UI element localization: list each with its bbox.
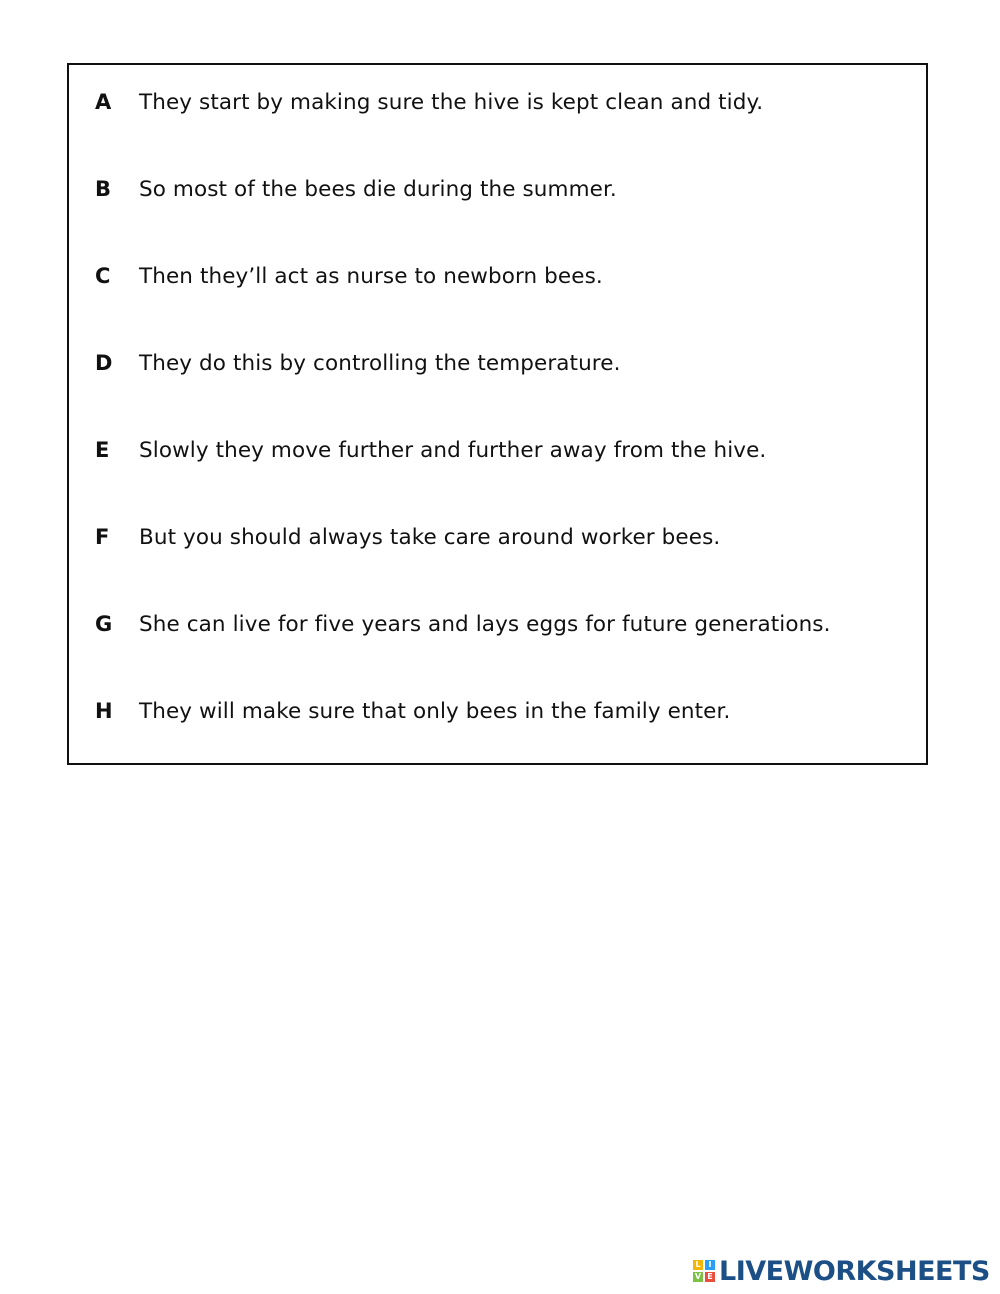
- sentence-row-e: [95, 435, 766, 465]
- sentence-text: But you should always take care around worker bees.: [139, 524, 721, 550]
- sentence-letter: E: [95, 438, 110, 462]
- sentence-letter: C: [95, 264, 111, 288]
- logo-mark-icon: [693, 1260, 715, 1282]
- sentence-text: So most of the bees die during the summer.: [139, 176, 617, 202]
- sentence-text: Then they’ll act as nurse to newborn bees.: [139, 263, 603, 289]
- logo-mark-letter: I: [705, 1260, 715, 1270]
- liveworksheets-logo: [693, 1256, 990, 1286]
- sentence-letter: B: [95, 177, 112, 201]
- sentence-letter: H: [95, 699, 113, 723]
- logo-mark-letter: V: [694, 1272, 702, 1281]
- sentence-row-d: [95, 348, 621, 378]
- sentence-row-b: [95, 174, 617, 204]
- sentence-letter: G: [95, 612, 113, 636]
- sentence-text: Slowly they move further and further away from the hive.: [139, 437, 767, 463]
- sentence-text: They start by making sure the hive is kept clean and tidy.: [139, 89, 764, 115]
- sentences-box: [67, 63, 928, 765]
- sentence-text: She can live for five years and lays eggs for future generations.: [139, 611, 831, 637]
- sentence-row-h: [95, 696, 730, 726]
- sentence-letter: F: [95, 525, 110, 549]
- sentence-row-g: [95, 609, 831, 639]
- sentence-letter: D: [95, 351, 113, 375]
- sentence-row-c: [95, 261, 603, 291]
- logo-mark-letter: L: [693, 1260, 703, 1270]
- logo-mark-letter: E: [705, 1272, 715, 1282]
- logo-text: LIVEWORKSHEETS: [719, 1255, 990, 1287]
- sentence-row-a: [95, 87, 763, 117]
- sentence-row-f: [95, 522, 720, 552]
- sentence-text: They will make sure that only bees in the family enter.: [139, 698, 731, 724]
- sentence-letter: A: [95, 90, 112, 114]
- sentence-text: They do this by controlling the temperature.: [139, 350, 621, 376]
